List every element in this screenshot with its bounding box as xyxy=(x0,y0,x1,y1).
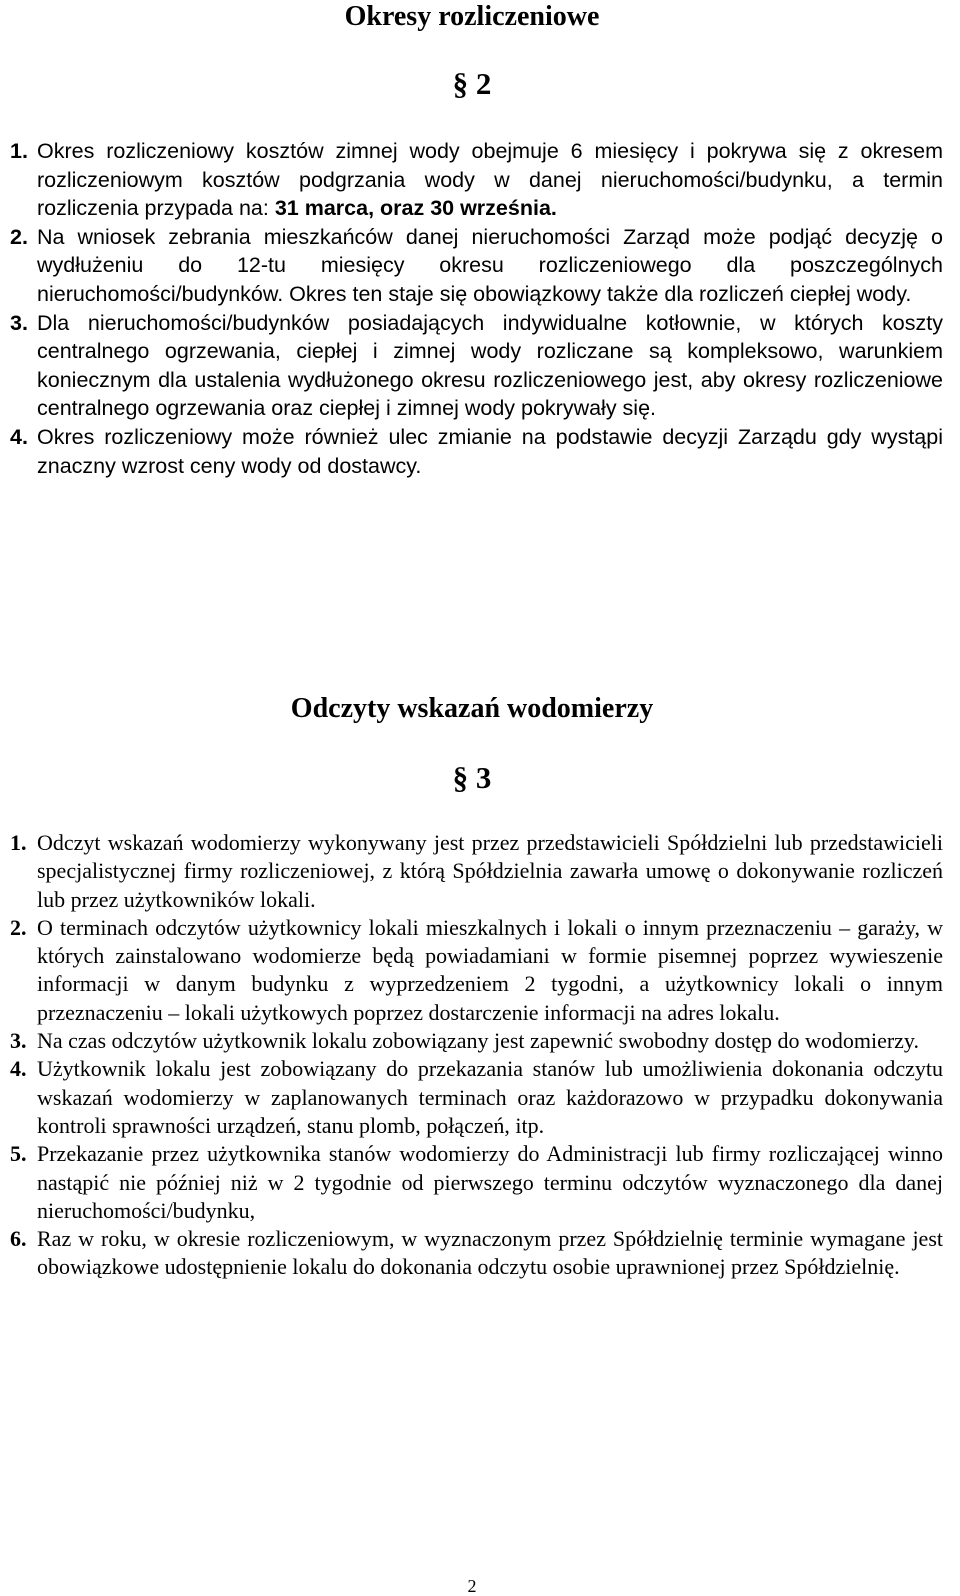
item-text: Okres rozliczeniowy może również ulec zmianie na podstawie decyzji Zarządu gdy wystąpi znaczny wzrost ceny wody od dostawcy. xyxy=(37,424,943,478)
list-item xyxy=(10,137,943,223)
paragraph-mark-3: § 3 xyxy=(452,760,492,795)
item-text: O terminach odczytów użytkownicy lokali mieszkalnych i lokali o innym przeznaczeniu – garaży, w których zainstalowano wodomierze będą powiadamiani w formie pisemnej poprzez wywieszenie informacji w danym budynku z wyprzedzeniem 2 tygodni, a użytkownicy lokali o innym przeznaczeniu – lokali użytkowych poprzez dostarczenie informacji na adres lokalu. xyxy=(37,914,943,1025)
meter-readings-list xyxy=(10,829,943,1282)
item-number: 2. xyxy=(10,914,27,940)
list-item xyxy=(10,309,943,423)
list-item xyxy=(10,423,943,480)
list-item xyxy=(10,829,943,914)
item-text: Użytkownik lokalu jest zobowiązany do przekazania stanów lub umożliwienia dokonania odczytu wskazań wodomierzy w zaplanowanych terminach oraz każdorazowo w przypadku dokonywania kontroli sprawności urządzeń, stanu plomb, połączeń, itp. xyxy=(37,1056,943,1138)
item-text: Na wniosek zebrania mieszkańców danej nieruchomości Zarząd może podjąć decyzję o wydłużeniu do 12-tu miesięcy okresu rozliczeniowego dla poszczególnych nieruchomości/budynków. Okres ten staje się obowiązkowy także dla rozliczeń ciepłej wody. xyxy=(37,224,943,306)
item-text: Odczyt wskazań wodomierzy wykonywany jest przez przedstawicieli Spółdzielni lub przedstawicieli specjalistycznej firmy rozliczeniowej, z którą Spółdzielnia zawarła umowę o dokonywanie rozliczeń lub przez użytkowników lokali. xyxy=(37,830,943,912)
billing-periods-list xyxy=(10,137,943,480)
paragraph-mark-2: § 2 xyxy=(452,66,492,101)
item-number: 5. xyxy=(10,1141,27,1167)
section-title-billing-periods: Okresy rozliczeniowe xyxy=(344,1,600,32)
item-number: 3. xyxy=(10,1028,27,1054)
item-number: 3. xyxy=(10,310,28,335)
section-title-meter-readings: Odczyty wskazań wodomierzy xyxy=(290,693,654,724)
list-item xyxy=(10,1225,943,1282)
item-number: 4. xyxy=(10,424,28,449)
list-item xyxy=(10,223,943,309)
item-text: Raz w roku, w okresie rozliczeniowym, w wyznaczonym przez Spółdzielnię terminie wymagane jest obowiązkowe udostępnienie lokalu do dokonania odczytu osobie uprawnionej przez Spółdzielnię. xyxy=(37,1226,943,1280)
item-text xyxy=(37,137,943,223)
item-text: Przekazanie przez użytkownika stanów wodomierzy do Administracji lub firmy rozliczającej winno nastąpić nie później niż w 2 tygodnie od pierwszego terminu odczytów wyznaczonego dla danej nieruchomości/budynku, xyxy=(37,1141,943,1223)
list-item xyxy=(10,1055,943,1140)
item-text-regular: Okres rozliczeniowy kosztów zimnej wody obejmuje 6 miesięcy i pokrywa się z okresem rozliczeniowym kosztów podgrzania wody w danej nieruchomości/budynku, a termin rozliczenia przypada na: xyxy=(37,139,943,221)
page-number: 2 xyxy=(467,1576,477,1596)
item-number: 4. xyxy=(10,1056,27,1082)
item-number: 1. xyxy=(10,139,28,163)
item-text: Na czas odczytów użytkownik lokalu zobowiązany jest zapewnić swobodny dostęp do wodomierzy. xyxy=(37,1028,919,1054)
list-item xyxy=(10,914,943,1027)
item-text-bold-dates: 31 marca, oraz 30 września. xyxy=(274,196,557,221)
item-number: 2. xyxy=(10,224,28,249)
list-item xyxy=(10,1140,943,1225)
list-item xyxy=(10,1027,943,1055)
item-number: 6. xyxy=(10,1226,27,1252)
item-text: Dla nieruchomości/budynków posiadających indywidualne kotłownie, w których koszty centralnego ogrzewania, ciepłej i zimnej wody rozliczane są kompleksowo, warunkiem koniecznym dla ustalenia wydłużonego okresu rozliczeniowego jest, aby okresy rozliczeniowe centralnego ogrzewania oraz ciepłej i zimnej wody pokrywały się. xyxy=(37,310,943,421)
item-number: 1. xyxy=(10,830,27,855)
